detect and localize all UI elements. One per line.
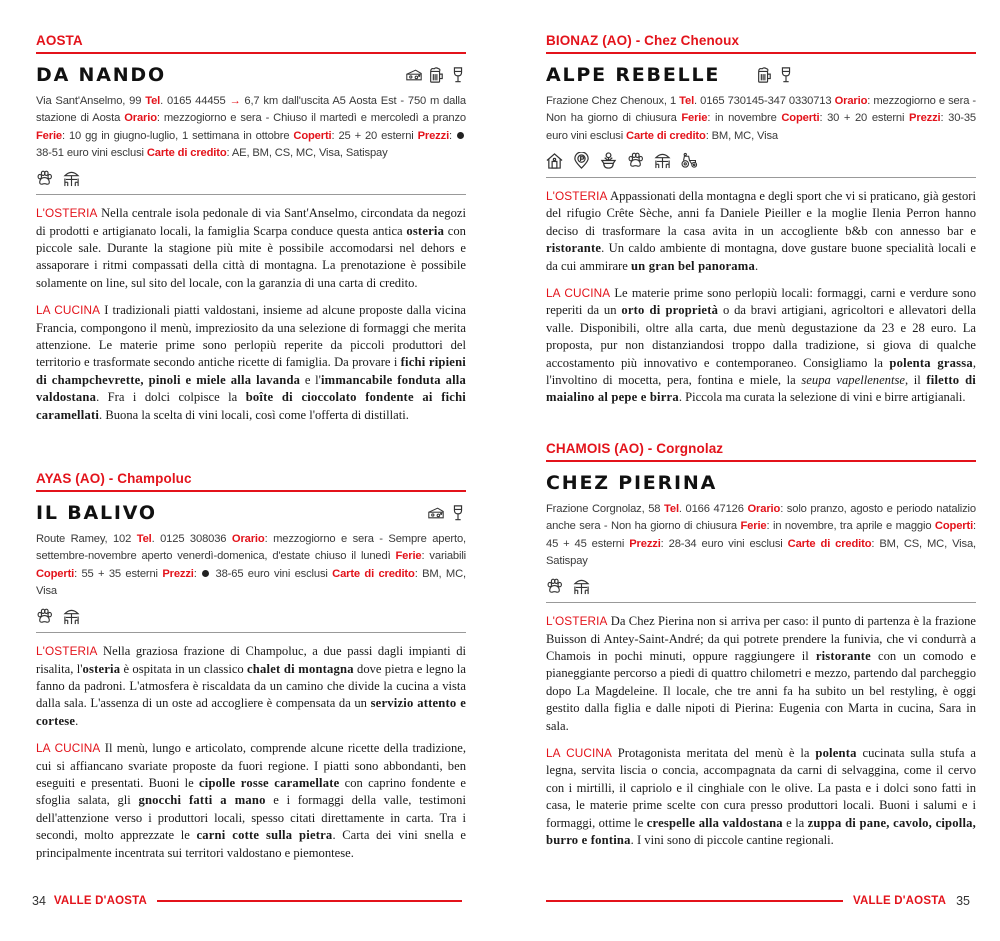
prezzi-value: 38-65 euro vini esclusi — [215, 567, 328, 580]
ferie-label: Ferie — [395, 550, 422, 563]
ferie-value: 10 gg in giugno-luglio, 1 settimana in ottobre — [68, 129, 290, 142]
text-run: e i formaggi della valle, testimoni dell'attenzione verso i produttori locali, spesso citati direttamente in carta. Tra i secondi, molto apprezzate le — [36, 793, 466, 843]
page-number: 34 — [32, 894, 46, 908]
osteria-paragraph — [36, 205, 466, 292]
cucina-paragraph — [546, 745, 976, 849]
carte-label: Carte di credito — [626, 129, 706, 142]
highlight-text: servizio attento e cortese — [36, 696, 466, 728]
cheese-icon — [428, 505, 444, 521]
restaurant-info: Frazione Chez Chenoux, 1 Tel. 0165 730145-347 0330713 Orario: mezzogiorno e sera - Non ha giorno di chiusura Ferie: in novembre Coperti: 30 + 20 esterni Prezzi: 30-35 euro vini esclusi Carte di credito: BM, MC, Visa — [546, 95, 977, 142]
parking-icon — [573, 152, 590, 169]
separator — [36, 632, 466, 633]
text-run: con un comodo e pianeggiante percorso a piedi di quattro chilometri e mezzo, partendo dal parcheggio dopo La Magdeleine. Il locale, che tre anni fa ha subito un bel restyling, è oggi gestito dalla figlia e dalle nipoti di Pierina: Eugenia con Marta in cucina, Sara in sala. — [546, 649, 976, 733]
locality-header — [546, 441, 976, 462]
footer-left — [32, 893, 462, 909]
section-title: VALLE D'AOSTA — [53, 895, 147, 907]
price-dot-icon — [202, 570, 209, 577]
prezzi-label: Prezzi — [417, 129, 450, 142]
text-run: è ospitata in un classico — [120, 661, 248, 676]
phone-number: 0165 44455 — [166, 95, 226, 107]
text-run: . Buona la scelta di vini locali, così come l'offerta di distillati. — [99, 407, 409, 422]
text-run: . Piccola ma curata la selezione di vini e birre artigianali. — [678, 390, 966, 405]
title-row — [36, 500, 466, 526]
restaurant-name: ALPE REBELLE — [546, 64, 721, 86]
highlight-text: filetto di maialino al pepe e birra — [546, 372, 976, 405]
phone-number: 0125 308036 — [160, 533, 227, 545]
highlight-text: ristorante — [546, 241, 602, 256]
entry-da-nando — [36, 33, 466, 424]
text-run: . — [75, 713, 79, 728]
orario-value: mezzogiorno e sera - Sempre aperto, settembre-novembre aperto venerdì-domenica, d'estate chiuso il lunedì — [36, 533, 466, 563]
footer-right — [546, 893, 970, 909]
prezzi-value: 30-35 euro vini esclusi — [546, 112, 977, 142]
text-run: o da bravi artigiani, agricoltori e allevatori della valle. Disponibili, oltre alla carta, due menù degustazione da 23 e 28 euro. La proposta, pur non distanziandosi troppo dalla tradizione, si giova di qualche accostamento più innovativo e contemporaneo. Consigliamo la — [546, 303, 976, 370]
cucina-label: LA CUCINA — [36, 303, 101, 318]
paw-icon — [36, 608, 53, 625]
highlight-text: immancabile fonduta alla valdostana — [36, 372, 466, 405]
cucina-paragraph — [546, 285, 976, 407]
coperti-label: Coperti — [36, 567, 75, 580]
coperti-label: Coperti — [781, 112, 820, 125]
carte-value: BM, MC, Visa — [36, 567, 466, 597]
orario-label: Orario — [747, 503, 781, 515]
wine-glass-icon — [450, 67, 466, 83]
phone-number: 0166 47126 — [685, 503, 744, 515]
osteria-label: L'OSTERIA — [546, 188, 608, 203]
osteria-label: L'OSTERIA — [36, 206, 98, 221]
price-dot-icon — [457, 132, 464, 139]
text-run: . — [754, 258, 759, 273]
coperti-label: Coperti — [934, 520, 974, 533]
highlight-text: fichi ripieni di champchevrette, pinoli e miele alla lavanda — [36, 355, 466, 387]
paw-icon — [546, 578, 563, 595]
text-run: . I vini sono di piccole cantine regionali. — [630, 833, 834, 848]
separator — [546, 602, 976, 603]
carte-value: BM, CS, MC, Visa, Satispay — [546, 537, 976, 567]
footer-rule — [546, 900, 843, 902]
ferie-value: in novembre — [715, 112, 777, 125]
prezzi-label: Prezzi — [629, 537, 661, 550]
address: Frazione Chez Chenoux, 1 — [546, 95, 677, 107]
locality-name: CHAMOIS (AO) — [546, 441, 644, 456]
tel-label: Tel — [664, 503, 679, 515]
text-run: . Un caldo ambiente di montagna, dove gustare buone specialità locali e da cui ammirare — [546, 241, 976, 273]
title-row — [546, 62, 976, 88]
restaurant-name: CHEZ PIERINA — [546, 472, 718, 494]
feature-icons — [406, 67, 466, 83]
highlight-text: crespelle alla valdostana — [646, 815, 783, 830]
garden-plant-icon — [600, 152, 617, 169]
osteria-paragraph — [546, 188, 976, 275]
carte-label: Carte di credito — [787, 537, 872, 550]
text-run: e la — [782, 815, 808, 830]
ferie-label: Ferie — [36, 129, 62, 142]
highlight-text: boîte di cioccolato fondente ai fichi caramellati — [36, 390, 466, 422]
coperti-value: 45 + 45 esterni — [546, 537, 625, 550]
service-icons — [546, 577, 976, 595]
locality-header — [36, 471, 466, 492]
locality-subarea: - Chez Chenoux — [631, 33, 740, 48]
restaurant-name: DA NANDO — [36, 64, 166, 86]
paw-icon — [627, 152, 644, 169]
cucina-paragraph — [36, 740, 466, 862]
orario-value: mezzogiorno e sera - Chiuso il martedì e mercoledì a pranzo — [163, 112, 466, 125]
carte-label: Carte di credito — [332, 567, 415, 580]
coperti-label: Coperti — [293, 129, 332, 142]
text-run: I tradizionali piatti valdostani, insieme ad alcune proposte dalla vicina Francia, compongono il menù, impreziosito da una selezione di formaggi che merita attenzione. Le materie prime sono perlopiù reperite da piccoli produttori del territorio e trasformate secondo antiche ricette di famiglia. Da provare i — [36, 303, 467, 370]
ferie-value: variabili — [429, 550, 466, 563]
locality-header — [36, 33, 466, 54]
coperti-value: 55 + 35 esterni — [81, 567, 158, 580]
entry-chez-pierina — [546, 441, 976, 849]
orario-value: solo pranzo, agosto e periodo natalizio anche sera - Non ha giorno di chiusura — [546, 503, 976, 533]
coperti-value: 30 + 20 esterni — [827, 112, 905, 125]
text-run: e l' — [300, 372, 321, 387]
highlight-text: un gran bel panorama — [630, 258, 755, 273]
outdoor-table-icon — [654, 152, 671, 169]
locality-subarea: - Corgnolaz — [643, 441, 724, 456]
highlight-text: osteria — [82, 661, 121, 676]
title-row — [546, 470, 976, 496]
highlight-text: orto di proprietà — [621, 303, 719, 318]
cheese-icon — [406, 67, 422, 83]
ferie-label: Ferie — [740, 520, 767, 533]
entry-il-balivo — [36, 471, 466, 862]
cucina-label: LA CUCINA — [546, 285, 611, 300]
text-run: Appassionati della montagna e degli sport che vi si praticano, già gestori del rifugio Crête Sèche, anni fa Daniele Pieiller e la moglie Ilenia Perron hanno deciso di trasformare la casa avita in un accogliente b&b con annesso bar e — [546, 188, 976, 238]
highlight-text: carni cotte sulla pietra — [196, 828, 333, 843]
osteria-label: L'OSTERIA — [36, 644, 98, 659]
highlight-text: cipolle rosse caramellate — [198, 776, 340, 791]
highlight-text: chalet di montagna — [247, 661, 354, 676]
orario-value: mezzogiorno e sera - Non ha giorno di chiusura — [546, 95, 976, 125]
highlight-text: polenta — [815, 746, 857, 761]
footer-rule — [157, 900, 462, 902]
text-run: Nella graziosa frazione di Champoluc, a due passi dagli impianti di risalita, l' — [36, 644, 466, 676]
service-icons — [36, 169, 466, 187]
text-run: con piccole sale. Durante la stagione più mite è possibile accomodarsi nel dehors e assaporare i ritmi compassati della città di montagna. La prenotazione è possibile solamente on line, sul sito del locale, con la garanzia di una carta di credito. — [36, 223, 466, 290]
wine-glass-icon — [778, 67, 794, 83]
text-run: cucinata sulla stufa a legna, servita liscia o concia, accompagnata da carni di selvaggina, come il cervo con i mirtilli, il capriolo e il cinghiale con le olive. La pasta e i dolci sono fatti in casa, le materie prime scelte con cura presso produttori locali. Buoni i salumi e i formaggi, ottime le — [546, 746, 976, 830]
text-run: con caprino fondente e sfoglia salata, gli — [36, 776, 466, 808]
address: Route Ramey, 102 — [36, 533, 132, 545]
separator — [546, 177, 976, 178]
highlight-text: polenta grassa — [889, 355, 973, 370]
separator — [36, 194, 466, 195]
feature-icons — [428, 505, 466, 521]
prezzi-value: 28-34 euro vini esclusi — [668, 537, 783, 550]
restaurant-info: Via Sant'Anselmo, 99 Tel. 0165 44455 → 6,7 km dall'uscita A5 Aosta Est - 750 m dalla stazione di Aosta Orario: mezzogiorno e sera - Chiuso il martedì e mercoledì a pranzo Ferie: 10 gg in giugno-luglio, 1 settimana in ottobre Coperti: 25 + 20 esterni Prezzi: 38-51 euro vini esclusi Carte di credito: AE, BM, CS, MC, Visa, Satispay — [36, 95, 466, 159]
prezzi-label: Prezzi — [909, 112, 941, 125]
outdoor-table-icon — [63, 608, 80, 625]
cucina-paragraph — [36, 302, 466, 424]
outdoor-table-icon — [63, 170, 80, 187]
locality-header — [546, 33, 976, 54]
wine-glass-icon — [450, 505, 466, 521]
text-run: Da Chez Pierina non si arriva per caso: il punto di partenza è la frazione Buisson di Antey-Saint-André; da qui potrete prendere la funivia, che vi condurrà a Chamois in pochi minuti, oppure raggiungere il — [546, 614, 976, 663]
osteria-paragraph — [546, 613, 976, 735]
address: Frazione Corgnolaz, 58 — [546, 503, 661, 515]
cucina-label: LA CUCINA — [36, 741, 101, 756]
directions: 6,7 km dall'uscita A5 Aosta Est - 750 m dalla stazione di Aosta — [36, 95, 466, 125]
tel-label: Tel — [136, 533, 152, 545]
ferie-value: in novembre, tra aprile e maggio — [772, 520, 932, 533]
prezzi-value: 38-51 euro vini esclusi — [36, 146, 144, 159]
carte-value: AE, BM, CS, MC, Visa, Satispay — [231, 146, 388, 159]
coperti-value: 25 + 20 esterni — [338, 129, 414, 142]
outdoor-table-icon — [573, 578, 590, 595]
restaurant-info: Route Ramey, 102 Tel. 0125 308036 Orario: mezzogiorno e sera - Sempre aperto, settembre-novembre aperto venerdì-domenica, d'estate chiuso il lunedì Ferie: variabili Coperti: 55 + 35 esterni Prezzi: 38-65 euro vini esclusi Carte di credito: BM, MC, Visa — [36, 533, 466, 597]
phone-number: 0165 730145-347 0330713 — [700, 95, 832, 107]
highlight-text: zuppa di pane, cavolo, cipolla, burro e fontina — [546, 815, 977, 848]
rooms-house-icon — [546, 152, 563, 169]
text-run: Il menù, lungo e articolato, comprende alcune ricette della tradizione, cui si affiancano svariate proposte da fuori regione. I piatti sono abbondanti, ben eseguiti e presentati. Buoni le — [36, 741, 466, 791]
tel-label: Tel — [145, 95, 161, 107]
farm-tractor-icon — [681, 152, 698, 169]
section-title: VALLE D'AOSTA — [853, 895, 947, 907]
text-run: dove pietra e legno la fanno da padroni. L'atmosfera è riscaldata da un camino che divide la cucina a vista dalla sala. L'assenza di un oste ad accogliere è compensata da un — [36, 661, 466, 711]
orario-label: Orario — [124, 112, 157, 125]
beer-mug-icon — [756, 67, 772, 83]
prezzi-label: Prezzi — [162, 567, 194, 580]
carte-label: Carte di credito — [146, 146, 227, 159]
osteria-label: L'OSTERIA — [546, 614, 608, 629]
text-run: . Fra i dolci colpisce la — [96, 390, 246, 405]
entry-alpe-rebelle — [546, 33, 976, 407]
locality-name: BIONAZ (AO) — [546, 33, 632, 48]
text-run: , il — [904, 372, 927, 387]
osteria-paragraph — [36, 643, 466, 730]
highlight-text: ristorante — [815, 649, 871, 663]
highlight-text: osteria — [406, 223, 445, 238]
service-icons — [36, 607, 466, 625]
text-run: Protagonista meritata del menù è la — [611, 746, 816, 761]
cucina-label: LA CUCINA — [546, 746, 612, 761]
feature-icons — [756, 67, 794, 83]
beer-mug-icon — [428, 67, 444, 83]
restaurant-info: Frazione Corgnolaz, 58 Tel. 0166 47126 Orario: solo pranzo, agosto e periodo natalizio anche sera - Non ha giorno di chiusura Ferie: in novembre, tra aprile e maggio Coperti: 45 + 45 esterni Prezzi: 28-34 euro vini esclusi Carte di credito: BM, CS, MC, Visa, Satispay — [546, 503, 976, 567]
ferie-label: Ferie — [681, 112, 708, 125]
paw-icon — [36, 170, 53, 187]
page-number: 35 — [956, 894, 970, 908]
tel-label: Tel — [679, 95, 695, 107]
text-run: Nella centrale isola pedonale di via Sant'Anselmo, circondata da negozi di prodotti e artigianato locali, la famiglia Scarpa conduce questa antica — [36, 206, 466, 238]
locality-name: AOSTA — [36, 33, 83, 48]
locality-name: AYAS (AO) — [36, 471, 105, 486]
address: Via Sant'Anselmo, 99 — [36, 95, 142, 107]
carte-value: BM, MC, Visa — [711, 129, 778, 142]
restaurant-name: IL BALIVO — [36, 502, 157, 524]
highlight-text: gnocchi fatti a mano — [138, 793, 266, 808]
service-icons — [546, 152, 976, 170]
italic-dish-name: seupa vapellenentse — [801, 372, 905, 387]
locality-subarea: - Champoluc — [104, 471, 192, 486]
text-run: , l'involtino di mocetta, pera, fontina e miele, la — [546, 355, 976, 387]
title-row — [36, 62, 466, 88]
text-run: Le materie prime sono perlopiù locali: formaggi, carni e verdure sono reperiti da un — [546, 285, 976, 318]
arrow-right-icon: → — [229, 95, 241, 107]
text-run: . Carta dei vini snella e principalmente incentrata sui territori valdostano e piemontese. — [36, 828, 467, 860]
orario-label: Orario — [834, 95, 868, 107]
orario-label: Orario — [231, 533, 265, 545]
